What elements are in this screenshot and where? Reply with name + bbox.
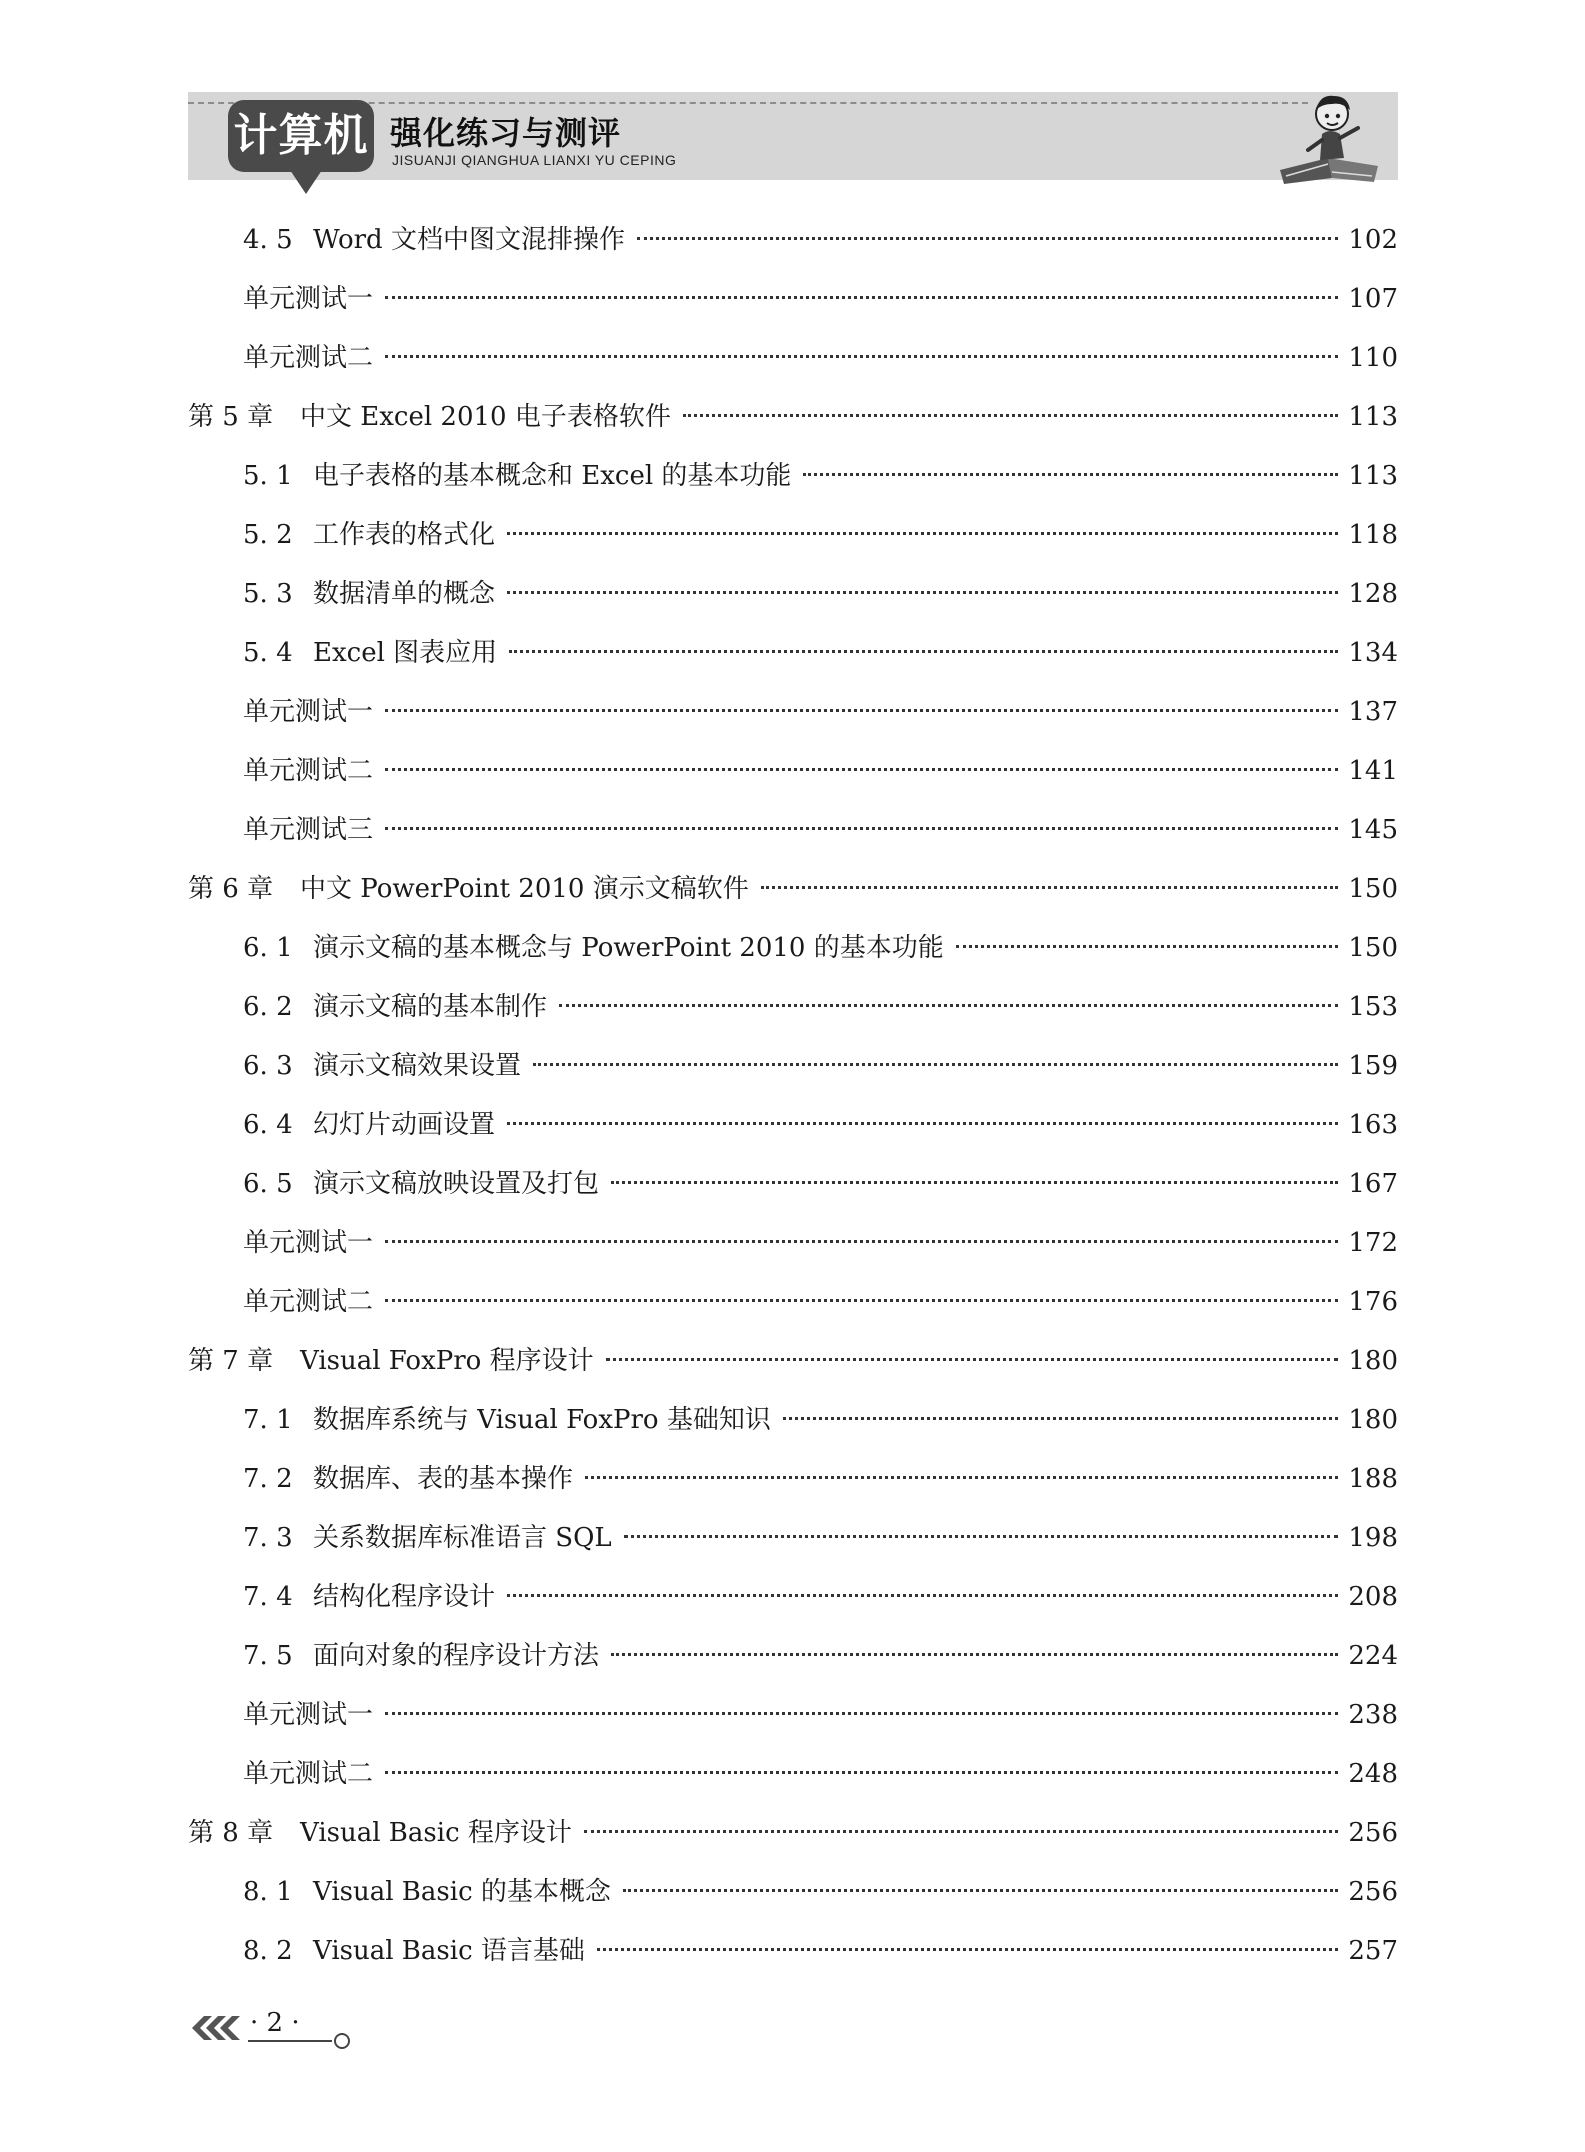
toc-entry-title: 演示文稿效果设置 <box>313 1051 522 1081</box>
toc-entry <box>188 1686 1398 1745</box>
dot-leader <box>507 1122 1338 1125</box>
dot-leader <box>623 1889 1338 1892</box>
toc-entry-number: 6. 5 <box>243 1169 293 1199</box>
toc-entry <box>188 683 1398 742</box>
toc-entry-page: 159 <box>1348 1051 1398 1081</box>
toc-entry-page: 257 <box>1348 1936 1398 1966</box>
dot-leader <box>803 473 1338 476</box>
toc-entry-page: 113 <box>1348 461 1398 491</box>
page-footer <box>188 2008 388 2048</box>
dot-leader <box>507 532 1338 535</box>
dot-leader <box>509 650 1338 653</box>
toc-entry-page: 224 <box>1348 1641 1398 1671</box>
toc-entry-title: Visual Basic 程序设计 <box>300 1818 572 1848</box>
toc-entry <box>188 1745 1398 1804</box>
toc-entry-title: Visual Basic 语言基础 <box>313 1936 585 1966</box>
dot-leader <box>683 414 1338 417</box>
page-number: · 2 · <box>250 2008 300 2038</box>
toc-entry-title: 电子表格的基本概念和 Excel 的基本功能 <box>313 461 792 491</box>
toc-entry <box>188 1273 1398 1332</box>
toc-entry <box>188 624 1398 683</box>
dot-leader <box>611 1181 1338 1184</box>
toc-entry-page: 137 <box>1348 697 1398 727</box>
toc-entry-page: 102 <box>1348 225 1398 255</box>
toc-entry-title: Excel 图表应用 <box>313 638 498 668</box>
toc-entry-page: 180 <box>1348 1346 1398 1376</box>
toc-entry <box>188 1037 1398 1096</box>
toc-entry-number: 6. 3 <box>243 1051 293 1081</box>
toc-entry-page: 167 <box>1348 1169 1398 1199</box>
toc-entry-page: 128 <box>1348 579 1398 609</box>
toc-entry-number: 7. 2 <box>243 1464 293 1494</box>
toc-entry-number: 第 5 章 <box>188 402 274 432</box>
toc-entry-title: 单元测试二 <box>243 1287 374 1317</box>
toc-entry <box>188 1450 1398 1509</box>
toc-entry <box>188 1391 1398 1450</box>
dot-leader <box>624 1535 1338 1538</box>
toc-entry <box>188 742 1398 801</box>
toc-entry-number: 第 7 章 <box>188 1346 274 1376</box>
toc-entry-page: 113 <box>1348 402 1398 432</box>
toc-entry-title: 演示文稿的基本制作 <box>313 992 548 1022</box>
toc-entry-page: 150 <box>1348 933 1398 963</box>
dot-leader <box>385 1240 1338 1243</box>
dot-leader <box>385 709 1338 712</box>
toc-chapter-entry <box>188 1332 1398 1391</box>
toc-entry-title: 数据库、表的基本操作 <box>313 1464 574 1494</box>
toc-entry-page: 141 <box>1348 756 1398 786</box>
dot-leader <box>956 945 1338 948</box>
toc-entry-number: 7. 1 <box>243 1405 293 1435</box>
toc-entry-title: 单元测试一 <box>243 1228 374 1258</box>
toc-entry <box>188 978 1398 1037</box>
toc-entry-title: 关系数据库标准语言 SQL <box>313 1523 612 1553</box>
toc-entry-page: 107 <box>1348 284 1398 314</box>
toc-entry-number: 8. 2 <box>243 1936 293 1966</box>
logo-text: 计算机 <box>233 110 369 161</box>
toc-entry-page: 256 <box>1348 1877 1398 1907</box>
dot-leader <box>385 827 1338 830</box>
toc-entry <box>188 1627 1398 1686</box>
toc-entry-number: 5. 4 <box>243 638 293 668</box>
toc-entry-title: 单元测试二 <box>243 1759 374 1789</box>
toc-entry-page: 145 <box>1348 815 1398 845</box>
toc-entry-number: 7. 3 <box>243 1523 293 1553</box>
toc-entry-page: 256 <box>1348 1818 1398 1848</box>
book-title-pinyin: JISUANJI QIANGHUA LIANXI YU CEPING <box>392 152 677 168</box>
toc-entry <box>188 1214 1398 1273</box>
toc-entry-title: 单元测试一 <box>243 1700 374 1730</box>
toc-entry-number: 7. 5 <box>243 1641 293 1671</box>
toc-entry <box>188 801 1398 860</box>
toc-entry-title: 演示文稿放映设置及打包 <box>313 1169 600 1199</box>
toc-entry-title: 中文 PowerPoint 2010 演示文稿软件 <box>300 874 749 904</box>
toc-entry-title: 单元测试一 <box>243 697 374 727</box>
toc-chapter-entry <box>188 860 1398 919</box>
dot-leader <box>761 886 1338 889</box>
toc-entry-title: 中文 Excel 2010 电子表格软件 <box>300 402 671 432</box>
dot-leader <box>533 1063 1338 1066</box>
toc-entry-page: 172 <box>1348 1228 1398 1258</box>
dot-leader <box>783 1417 1338 1420</box>
dot-leader <box>507 1594 1338 1597</box>
toc-entry-number: 第 8 章 <box>188 1818 274 1848</box>
dot-leader <box>385 355 1338 358</box>
dot-leader <box>584 1830 1338 1833</box>
toc-entry <box>188 506 1398 565</box>
toc-entry <box>188 1568 1398 1627</box>
toc-entry-title: 单元测试三 <box>243 815 374 845</box>
toc-entry-title: 单元测试一 <box>243 284 374 314</box>
toc-entry-number: 5. 1 <box>243 461 293 491</box>
toc-entry-number: 第 6 章 <box>188 874 274 904</box>
toc-entry-page: 188 <box>1348 1464 1398 1494</box>
dot-leader <box>385 1712 1338 1715</box>
toc-chapter-entry <box>188 388 1398 447</box>
toc-entry <box>188 1922 1398 1981</box>
toc-entry-title: Visual FoxPro 程序设计 <box>300 1346 594 1376</box>
toc-entry-number: 4. 5 <box>243 225 293 255</box>
toc-entry-title: Word 文档中图文混排操作 <box>313 225 625 255</box>
dot-leader <box>385 296 1338 299</box>
toc-entry-page: 150 <box>1348 874 1398 904</box>
toc-entry-number: 5. 3 <box>243 579 293 609</box>
toc-entry-number: 6. 2 <box>243 992 293 1022</box>
toc-entry <box>188 565 1398 624</box>
toc-entry-page: 134 <box>1348 638 1398 668</box>
dot-leader <box>385 1299 1338 1302</box>
dot-leader <box>611 1653 1338 1656</box>
toc-entry-page: 118 <box>1348 520 1398 550</box>
dot-leader <box>585 1476 1338 1479</box>
toc-chapter-entry <box>188 1804 1398 1863</box>
toc-entry-title: 面向对象的程序设计方法 <box>313 1641 600 1671</box>
toc-entry-page: 110 <box>1348 343 1398 373</box>
dot-leader <box>597 1948 1338 1951</box>
book-title: 强化练习与测评 <box>390 114 622 152</box>
toc-entry-page: 238 <box>1348 1700 1398 1730</box>
toc-entry-title: 数据清单的概念 <box>313 579 496 609</box>
dot-leader <box>559 1004 1338 1007</box>
toc-entry <box>188 1096 1398 1155</box>
toc-entry-page: 198 <box>1348 1523 1398 1553</box>
toc-entry <box>188 270 1398 329</box>
toc-entry-page: 180 <box>1348 1405 1398 1435</box>
toc-entry <box>188 1509 1398 1568</box>
mascot-reading-book-icon <box>1270 88 1390 188</box>
toc-entry-title: 结构化程序设计 <box>313 1582 496 1612</box>
toc-entry-number: 8. 1 <box>243 1877 293 1907</box>
toc-entry-title: 演示文稿的基本概念与 PowerPoint 2010 的基本功能 <box>313 933 944 963</box>
toc-entry-title: 单元测试二 <box>243 343 374 373</box>
logo-badge-pointer <box>290 170 322 194</box>
toc-entry <box>188 329 1398 388</box>
toc-entry <box>188 447 1398 506</box>
toc-entry-title: 单元测试二 <box>243 756 374 786</box>
toc-entry-title: 幻灯片动画设置 <box>313 1110 496 1140</box>
dot-leader <box>637 237 1338 240</box>
dot-leader <box>606 1358 1338 1361</box>
toc-entry <box>188 1863 1398 1922</box>
dot-leader <box>385 768 1338 771</box>
toc-entry-page: 248 <box>1348 1759 1398 1789</box>
dot-leader <box>507 591 1338 594</box>
toc-entry-page: 153 <box>1348 992 1398 1022</box>
table-of-contents <box>188 211 1398 1981</box>
toc-entry-title: 工作表的格式化 <box>313 520 496 550</box>
dot-leader <box>385 1771 1338 1774</box>
footer-circle-icon <box>334 2033 350 2049</box>
toc-entry-number: 5. 2 <box>243 520 293 550</box>
toc-entry <box>188 211 1398 270</box>
toc-entry-title: Visual Basic 的基本概念 <box>313 1877 611 1907</box>
toc-entry <box>188 1155 1398 1214</box>
toc-entry-page: 208 <box>1348 1582 1398 1612</box>
toc-entry-number: 7. 4 <box>243 1582 293 1612</box>
footer-underline <box>248 2040 332 2042</box>
toc-entry-number: 6. 1 <box>243 933 293 963</box>
toc-entry <box>188 919 1398 978</box>
chevrons-left-icon <box>188 2014 246 2042</box>
toc-entry-number: 6. 4 <box>243 1110 293 1140</box>
toc-entry-title: 数据库系统与 Visual FoxPro 基础知识 <box>313 1405 771 1435</box>
toc-entry-page: 176 <box>1348 1287 1398 1317</box>
toc-entry-page: 163 <box>1348 1110 1398 1140</box>
